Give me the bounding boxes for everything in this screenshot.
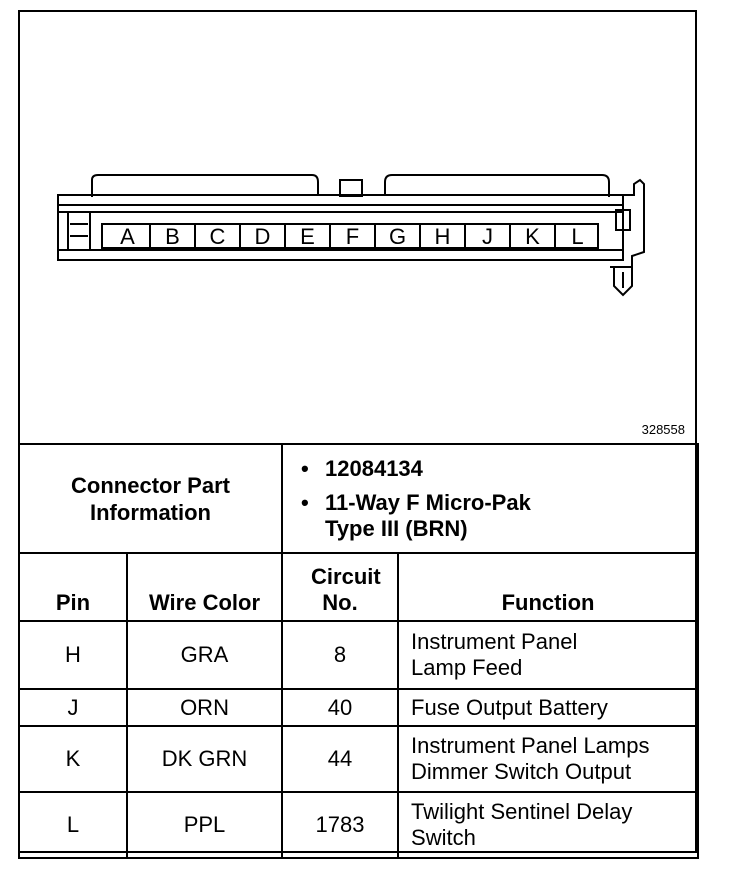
- wire-color-cell: GRA: [127, 621, 282, 689]
- connector-info-row: [19, 444, 698, 553]
- pin-label-g: G: [388, 224, 407, 249]
- header-wire-color: Wire Color: [127, 553, 282, 621]
- pin-label-b: B: [165, 224, 180, 249]
- pin-cell: H: [19, 621, 127, 689]
- table-row: [19, 621, 698, 689]
- housing-top-left: [92, 175, 318, 197]
- connector-part-label: Connector Part Information: [19, 444, 282, 553]
- pin-label-f: F: [345, 224, 360, 249]
- connector-table: [18, 443, 699, 859]
- table-row: [19, 792, 698, 858]
- function-cell: Fuse Output Battery: [398, 689, 698, 726]
- table-row: [19, 726, 698, 792]
- wire-color-cell: PPL: [127, 792, 282, 858]
- table-row: [19, 689, 698, 726]
- circuit-cell: 44: [282, 726, 398, 792]
- part-description: • 11-Way F Micro-Pak Type III (BRN): [325, 490, 585, 542]
- pin-cell: J: [19, 689, 127, 726]
- header-function: Function: [398, 553, 698, 621]
- pin-cell: K: [19, 726, 127, 792]
- pin-label-c: C: [209, 224, 226, 249]
- pin-label-k: K: [525, 224, 540, 249]
- pin-cell: L: [19, 792, 127, 858]
- latch-hook: [610, 267, 632, 295]
- wire-color-cell: ORN: [127, 689, 282, 726]
- pin-label-l: L: [571, 224, 584, 249]
- figure-id: 328558: [641, 422, 685, 437]
- header-pin: Pin: [19, 553, 127, 621]
- housing-top-right: [385, 175, 609, 197]
- end-block: [68, 212, 90, 250]
- function-cell: Twilight Sentinel Delay Switch: [398, 792, 698, 858]
- diagram-frame: [18, 10, 697, 853]
- function-cell: Instrument Panel Lamp Feed: [398, 621, 698, 689]
- header-circuit: Circuit No.: [282, 553, 398, 621]
- latch-tab: [340, 180, 362, 196]
- pin-label-a: A: [120, 224, 135, 249]
- pin-label-j: J: [482, 224, 493, 249]
- pin-label-e: E: [300, 224, 315, 249]
- connector-part-values: [282, 444, 698, 553]
- circuit-cell: 1783: [282, 792, 398, 858]
- connector-drawing: [20, 12, 695, 445]
- circuit-cell: 8: [282, 621, 398, 689]
- function-cell: Instrument Panel Lamps Dimmer Switch Output: [398, 726, 698, 792]
- pin-label-d: D: [254, 224, 271, 249]
- part-number: • 12084134: [325, 456, 697, 482]
- header-row: [19, 553, 698, 621]
- connector-figure: [20, 12, 695, 445]
- pin-label-h: H: [434, 224, 451, 249]
- circuit-cell: 40: [282, 689, 398, 726]
- wire-color-cell: DK GRN: [127, 726, 282, 792]
